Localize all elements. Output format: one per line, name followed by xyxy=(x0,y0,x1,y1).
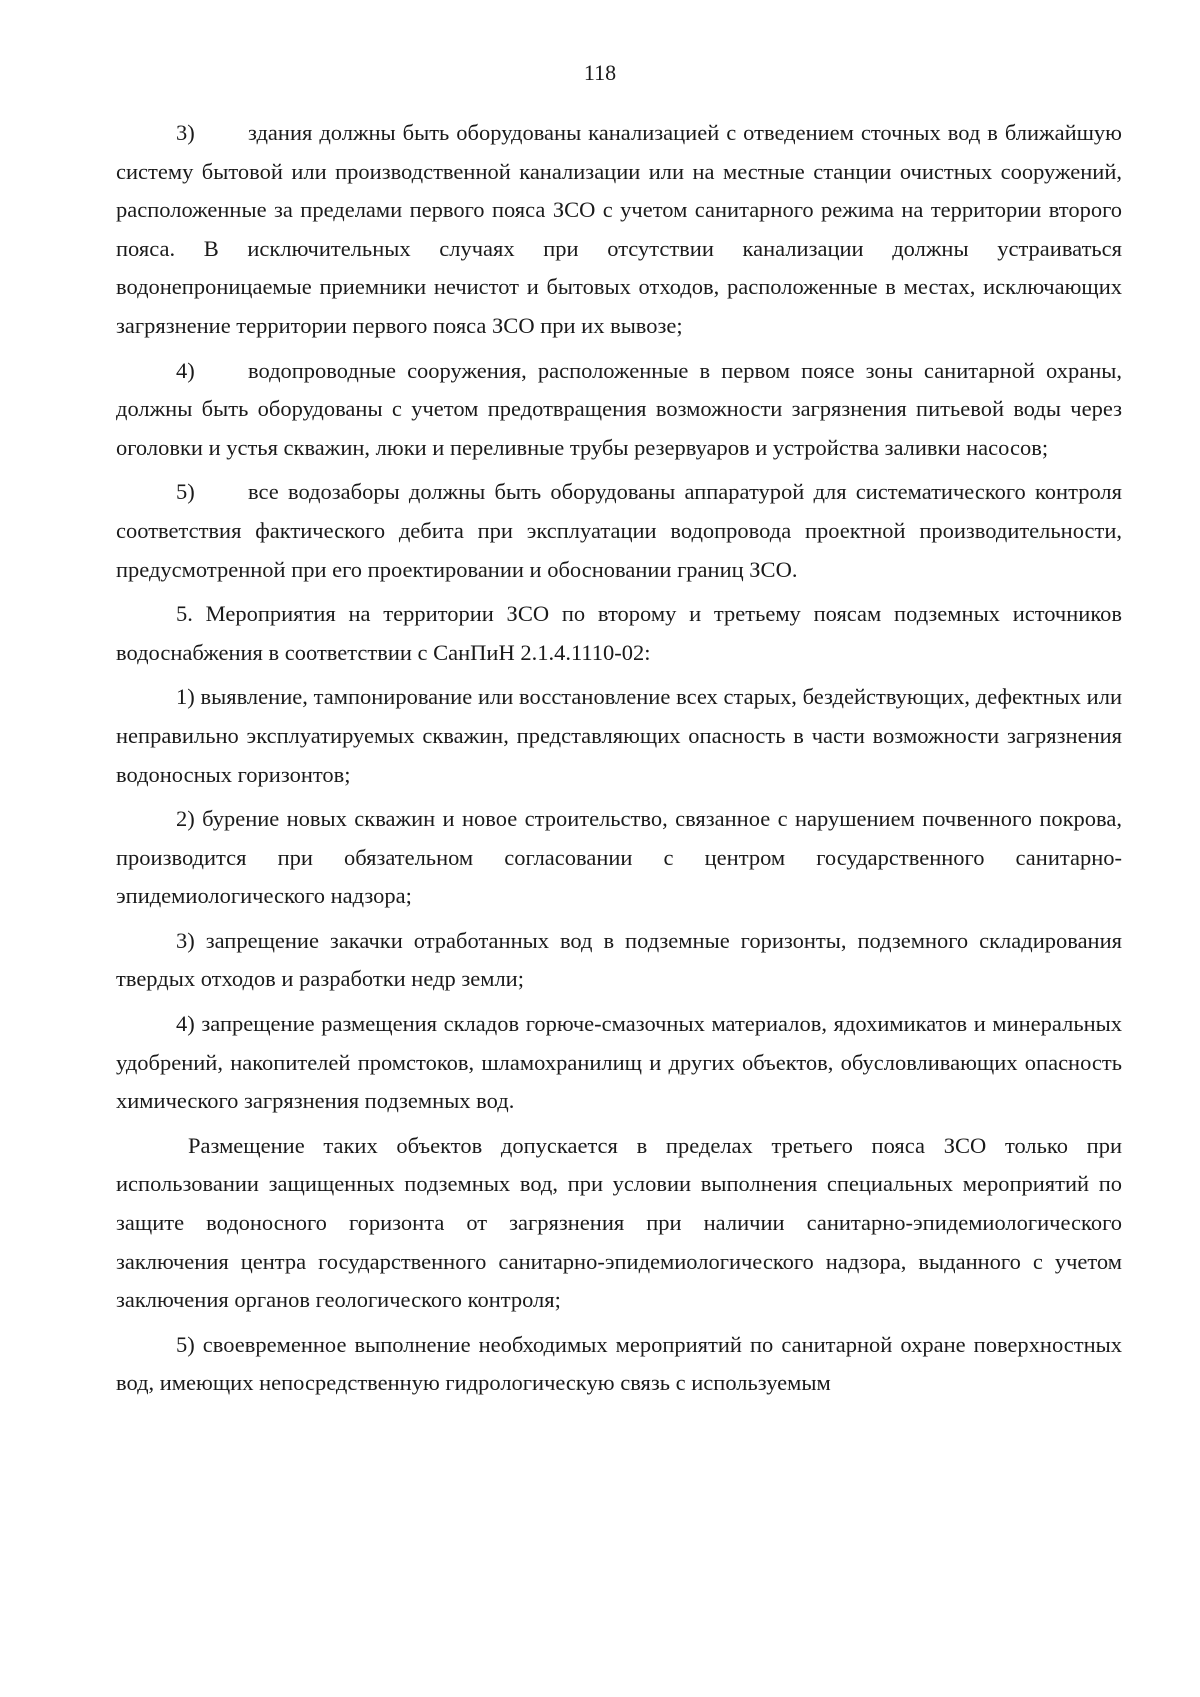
list-item-5 xyxy=(116,473,1122,589)
measure-item-1: 1) выявление, тампонирование или восстановление всех старых, бездействующих, дефектных или неправильно эксплуатируемых скважин, представляющих опасность в части возможности загрязнения водоносных горизонтов; xyxy=(116,684,1122,787)
list-item-number: 4) xyxy=(176,357,195,383)
list-item-number: 5) xyxy=(176,479,195,505)
section-heading-paragraph: 5. Мероприятия на территории ЗСО по второму и третьему поясам подземных источников водоснабжения в соответствии с СанПиН 2.1.4.1110-02: xyxy=(116,601,1122,665)
measure-item-2: 2) бурение новых скважин и новое строительство, связанное с нарушением почвенного покрова, производится при обязательном согласовании с центром государственного санитарно-эпидемиологического надзора; xyxy=(116,806,1122,909)
list-item-3 xyxy=(116,114,1122,346)
list-item-number: 3) xyxy=(176,120,195,145)
measure-item-4: 4) запрещение размещения складов горюче-смазочных материалов, ядохимикатов и минеральных удобрений, накопителей промстоков, шламохранилищ и других объектов, обусловливающих опасность химического загрязнения подземных вод. xyxy=(116,1011,1122,1114)
list-item-text: водопроводные сооружения, расположенные в первом поясе зоны санитарной охраны, должны быть оборудованы с учетом предотвращения возможности загрязнения питьевой воды через оголовки и устья скважин, люки и переливные трубы резервуаров и устройства заливки насосов; xyxy=(116,357,1122,460)
measure-item-5: 5) своевременное выполнение необходимых мероприятий по санитарной охране поверхностных вод, имеющих непосредственную гидрологическую связь с используемым xyxy=(116,1331,1122,1396)
page-number: 118 xyxy=(583,60,617,85)
placement-paragraph: Размещение таких объектов допускается в пределах третьего пояса ЗСО только при использовании защищенных подземных вод, при условии выполнения специальных мероприятий по защите водоносного горизонта от загрязнения при наличии санитарно-эпидемиологического заключения центра государственного санитарно-эпидемиологического надзора, выданного с учетом заключения органов геологического контроля; xyxy=(116,1132,1122,1313)
list-item-text: здания должны быть оборудованы канализацией с отведением сточных вод в ближайшую систему бытовой или производственной канализации или на местные станции очистных сооружений, расположенные за пределами первого пояса ЗСО с учетом санитарного режима на территории второго пояса. В исключительных случаях при отсутствии канализации должны устраиваться водонепроницаемые приемники нечистот и бытовых отходов, расположенные в местах, исключающих загрязнение территории первого пояса ЗСО при их вывозе; xyxy=(116,120,1122,338)
document-body xyxy=(116,114,1122,1403)
list-item-text: все водозаборы должны быть оборудованы аппаратурой для систематического контроля соответствия фактического дебита при эксплуатации водопровода проектной производительности, предусмотренной при его проектировании и обосновании границ ЗСО. xyxy=(116,479,1122,582)
list-item-4 xyxy=(116,352,1122,468)
measure-item-3: 3) запрещение закачки отработанных вод в подземные горизонты, подземного складирования твердых отходов и разработки недр земли; xyxy=(116,927,1122,992)
